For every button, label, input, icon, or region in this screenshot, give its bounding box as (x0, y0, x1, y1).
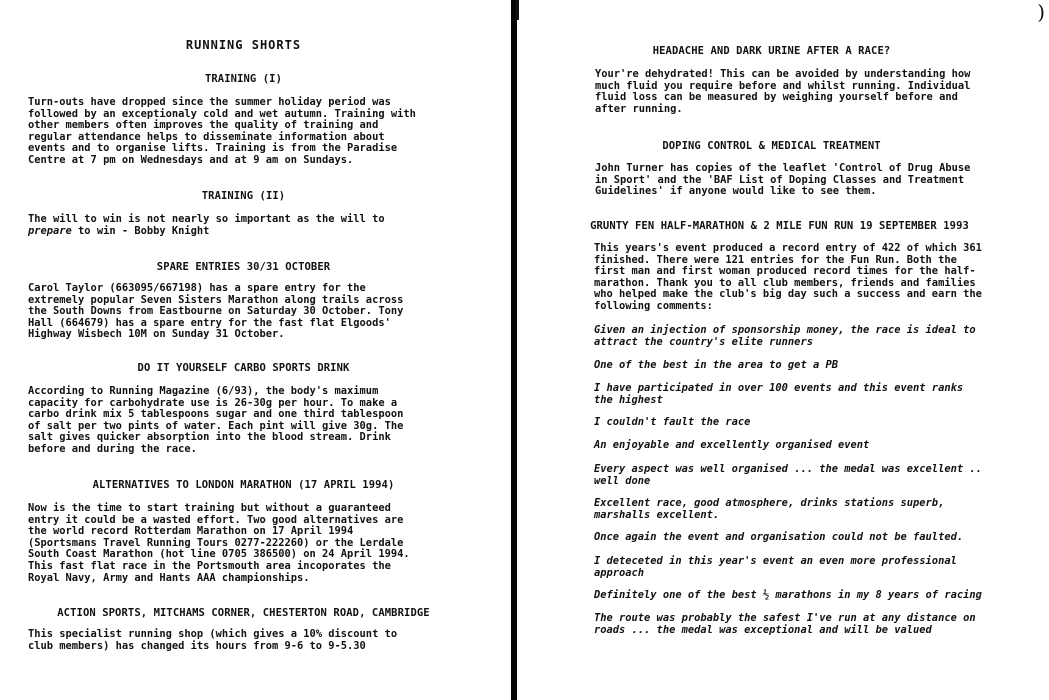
comment-quote: Definitely one of the best ½ marathons in my 8 years of racing (594, 589, 982, 601)
comment-quote: Every aspect was well organised ... the medal was excellent .. well done (594, 463, 982, 487)
section-heading: ACTION SPORTS, MITCHAMS CORNER, CHESTERTON ROAD, CAMBRIDGE (57, 607, 430, 619)
comment-quote: An enjoyable and excellently organised event (594, 439, 870, 451)
section-heading: HEADACHE AND DARK URINE AFTER A RACE? (652, 45, 891, 57)
section-body: John Turner has copies of the leaflet 'Control of Drug Abuse in Sport' and the 'BAF List of Doping Classes and Treatment Guidelines' if anyone would like to see them. (595, 162, 971, 198)
section-body: Now is the time to start training but without a guaranteed entry it could be a wasted effort. Two good alternatives are the world record Rotterdam Marathon on 17 April 1994 (Sportsmans Travel Running Tours 0277-222260) or the Lerdale South Coast Marathon (hot line 0705 386500) on 24 April 1994. This fast flat race in the Portsmouth area incoporates the Royal Navy, Army and Hants AAA championships. (28, 502, 410, 584)
comment-quote: One of the best in the area to get a PB (594, 359, 838, 371)
section-body: Turn-outs have dropped since the summer holiday period was followed by an exceptionaly cold and wet autumn. Training with other members often improves the quality of training and regular attendance helps to disseminate information about events and to organise lifts. Training is from the Paradise Centre at 7 pm on Wednesdays and at 9 am on Sundays. (28, 96, 416, 166)
comment-quote: Once again the event and organisation could not be faulted. (594, 531, 964, 543)
comment-quote: I deteceted in this year's event an even more professional approach (594, 555, 957, 579)
section-body: This specialist running shop (which gives a 10% discount to club members) has changed its hours from 9-6 to 9-5.30 (28, 628, 398, 652)
comment-quote: The route was probably the safest I've run at any distance on roads ... the medal was exceptional and will be valued (594, 612, 976, 636)
section-heading: ALTERNATIVES TO LONDON MARATHON (17 APRIL 1994) (92, 479, 395, 491)
section-heading: GRUNTY FEN HALF-MARATHON & 2 MILE FUN RUN 19 SEPTEMBER 1993 (590, 220, 969, 232)
section-body: Carol Taylor (663095/667198) has a spare entry for the extremely popular Seven Sisters Marathon along trails across the South Downs from Eastbourne on Saturday 30 October. Tony Hall (664679) has a spare entry for the fast flat Elgoods' Highway Wisbech 10M on Sunday 31 October. (28, 282, 404, 341)
comment-quote: I couldn't fault the race (594, 416, 751, 428)
newsletter-title: RUNNING SHORTS (185, 38, 302, 52)
section-body: According to Running Magazine (6/93), the body's maximum capacity for carbohydrate use is 26-30g per hour. To make a carbo drink mix 5 tablespoons sugar and one third tablespoon of salt per two pints of water. Each pint will give 30g. The salt gives quicker absorption into the blood stream. Drink before and during the race. (28, 385, 404, 455)
comment-quote: Excellent race, good atmosphere, drinks stations superb, marshalls excellent. (594, 497, 945, 521)
corner-mark: ) (1037, 0, 1045, 24)
section-body: Your're dehydrated! This can be avoided by understanding how much fluid you require before and whilst running. Individual fluid loss can be measured by weighing yourself before and after running. (595, 68, 971, 115)
comment-quote: I have participated in over 100 events and this event ranks the highest (594, 382, 964, 406)
section-heading: TRAINING (II) (201, 190, 286, 202)
right-page (519, 0, 1049, 700)
left-page (0, 0, 513, 700)
section-body: This years's event produced a record entry of 422 of which 361 finished. There were 121 entries for the Fun Run. Both the first man and first woman produced record times for the half- marathon. Thank you to all club members, friends and families who helped make the club's big day such a success and earn the following comments: (594, 242, 982, 312)
section-heading: TRAINING (I) (204, 73, 283, 85)
section-body: The will to win is not nearly so important as the will to prepare to win - Bobby Knight (28, 213, 385, 237)
section-heading: DO IT YOURSELF CARBO SPORTS DRINK (137, 362, 350, 374)
comment-quote: Given an injection of sponsorship money, the race is ideal to attract the country's elite runners (594, 324, 976, 348)
section-heading: DOPING CONTROL & MEDICAL TREATMENT (662, 140, 881, 152)
section-heading: SPARE ENTRIES 30/31 OCTOBER (156, 261, 331, 273)
